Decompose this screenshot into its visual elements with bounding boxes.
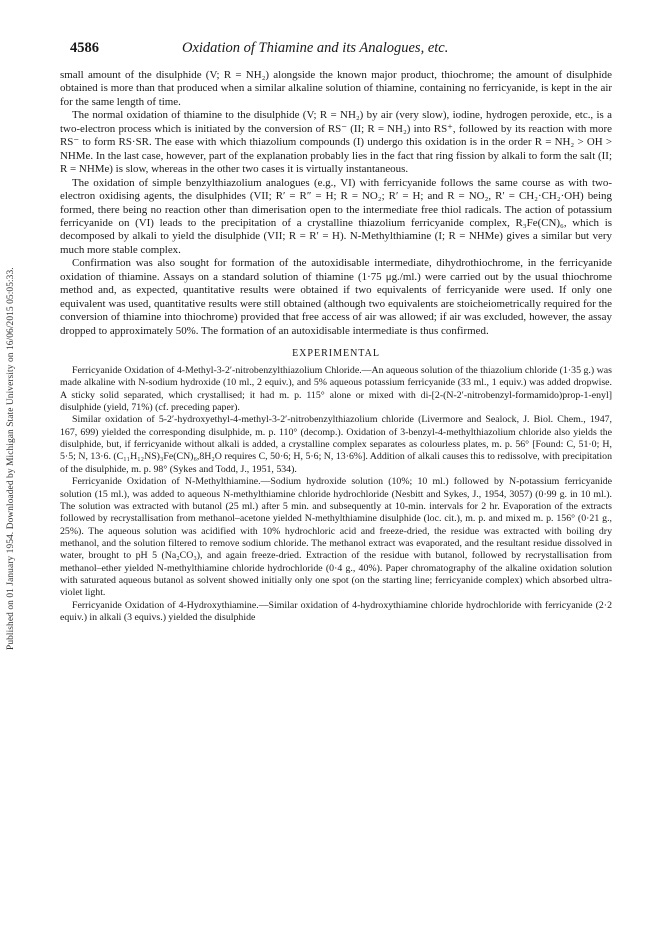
section-heading-experimental: EXPERIMENTAL: [292, 348, 380, 360]
paragraph: Ferricyanide Oxidation of N-Methylthiamine.—Sodium hydroxide solution (10%; 10 ml.) followed by N-potassium ferricyanide solution (15 ml.), was added to aqueous N-methylthiamine chloride hydrochloride (Nesbitt and Sykes, J., 1954, 3057) (0·99 g. in 10 ml.). The solution was extracted with butanol (25 ml.) after 5 min. and subsequently at 10-min. intervals for 2 hr. Evaporation of the extracts followed by recrystallisation from methanol–acetone yielded N-methylthiamine disulphide (loc. cit.), m. p. and mixed m. p. 156° (0·21 g., 25%). The aqueous solution was acidified with 10% hydrochloric acid and freeze-dried, the residue was extracted with boiling dry methanol, and the solution filtered to remove sodium chloride. The methanol extract was evaporated, and the resultant residue dissolved in water, brought to pH 5 (Na₂CO₃), and again freeze-dried. Extraction of the residue with butanol, followed by recrystallisation from methanol–ether yielded N-methylthiamine chloride hydrochloride (0·4 g., 40%). Paper chromatography of the alkaline oxidation solution with saturated aqueous butanol as solvent showed initially only one spot (on the starting line; ferricyanide complex) which absorbed ultra-violet light.: [60, 476, 612, 599]
body-text: [60, 69, 612, 338]
paragraph: Ferricyanide Oxidation of 4-Hydroxythiamine.—Similar oxidation of 4-hydroxythiamine chloride hydrochloride with ferricyanide (2·2 equiv.) in alkali (3 equivs.) yielded the disulphide: [60, 599, 612, 623]
experimental-text: [60, 365, 612, 624]
article-content: [60, 69, 612, 624]
running-title: Oxidation of Thiamine and its Analogues, etc.: [182, 40, 449, 56]
paragraph: Similar oxidation of 5-2′-hydroxyethyl-4-methyl-3-2′-nitrobenzylthiazolium chloride (Livermore and Sealock, J. Biol. Chem., 1947, 167, 699) yielded the corresponding disulphide, m. p. 110° (decomp.). Oxidation of 3-benzyl-4-methylthiazolium chloride also yields the disulphide, but, if ferricyanide without alkali is added, a crystalline complex separates as colourless plates, m. p. 56° [Found: C, 51·0; H, 5·5; N, 13·6. (C₁₁H₁₂NS)₃Fe(CN)₆,8H₂O requires C, 50·6; H, 5·6; N, 13·6%]. Addition of alkali causes this to redissolve, with precipitation of the disulphide, m. p. 98° (Sykes and Todd, J., 1951, 534).: [60, 414, 612, 475]
page-number: 4586: [70, 40, 99, 56]
page-header: [70, 40, 612, 60]
paragraph: The oxidation of simple benzylthiazolium analogues (e.g., VI) with ferricyanide follows the same course as with two-electron oxidising agents, the disulphides (VII; R′ = R″ = H; R = NO₂; R′ = H; and R = NO₂, R′ = CH₂·CH₂·OH) being formed, there being no reaction other than dimerisation open to the intermediate free thiol radicals. The action of potassium ferricyanide on (VI) leads to the precipitation of a crystalline thiazolium ferricyanide complex, R₃Fe(CN)₆, which is decomposed by alkali to yield the disulphide (VII; R = R′ = H). N-Methylthiamine (I; R = NHMe) gives a similar but very much more stable complex.: [60, 176, 612, 256]
download-notice: Published on 01 January 1954. Downloaded by Michigan State University on 16/06/2015 05:05:33.: [6, 267, 16, 650]
paragraph: Ferricyanide Oxidation of 4-Methyl-3-2′-nitrobenzylthiazolium Chloride.—An aqueous solution of the thiazolium chloride (1·35 g.) was made alkaline with N-sodium hydroxide (10 ml., 2 equiv.), and 5% aqueous potassium ferricyanide (33 ml., 1 equiv.) was added dropwise. A sticky solid separated, which crystallised; it had m. p. 115° alone or mixed with di-[2-(N-2′-nitrobenzyl-formamido)prop-1-enyl] disulphide (yield, 71%) (cf. preceding paper).: [60, 365, 612, 414]
paragraph: small amount of the disulphide (V; R = NH₂) alongside the known major product, thiochrome; the amount of disulphide obtained is more than that produced when a similar alkaline solution of thiamine, containing no ferricyanide, is kept in the air for the same length of time.: [60, 69, 612, 108]
paragraph: The normal oxidation of thiamine to the disulphide (V; R = NH₂) by air (very slow), iodine, hydrogen peroxide, etc., is a two-electron process which is initiated by the conversion of RS⁻ (II; R = NH₂) into RS⁺, followed by its reaction with more RS⁻ to form RS·SR. The ease with which thiazolium compounds (I) undergo this oxidation is in the order R = NH₂ > OH > NHMe. In the last case, however, part of the explanation probably lies in the fact that ring fission by alkali to form the salt (II; R = NHMe) is slow, whereas in the other two cases it is virtually instantaneous.: [60, 109, 612, 176]
paragraph: Confirmation was also sought for formation of the autoxidisable intermediate, dihydrothiochrome, in the ferricyanide oxidation of thiamine. Assays on a standard solution of thiamine (1·75 μg./ml.) were carried out by the usual thiochrome method and, as expected, quantitative results were obtained if two equivalents of ferricyanide were used. If only one equivalent was used, quantitative results were still obtained (although two equivalents are stoicheiometrically required for the conversion of thiamine into thiochrome) provided that free access of air was allowed; if air was excluded, however, the assay dropped to approximately 50%. The formation of an autoxidisable intermediate is thus confirmed.: [60, 257, 612, 337]
